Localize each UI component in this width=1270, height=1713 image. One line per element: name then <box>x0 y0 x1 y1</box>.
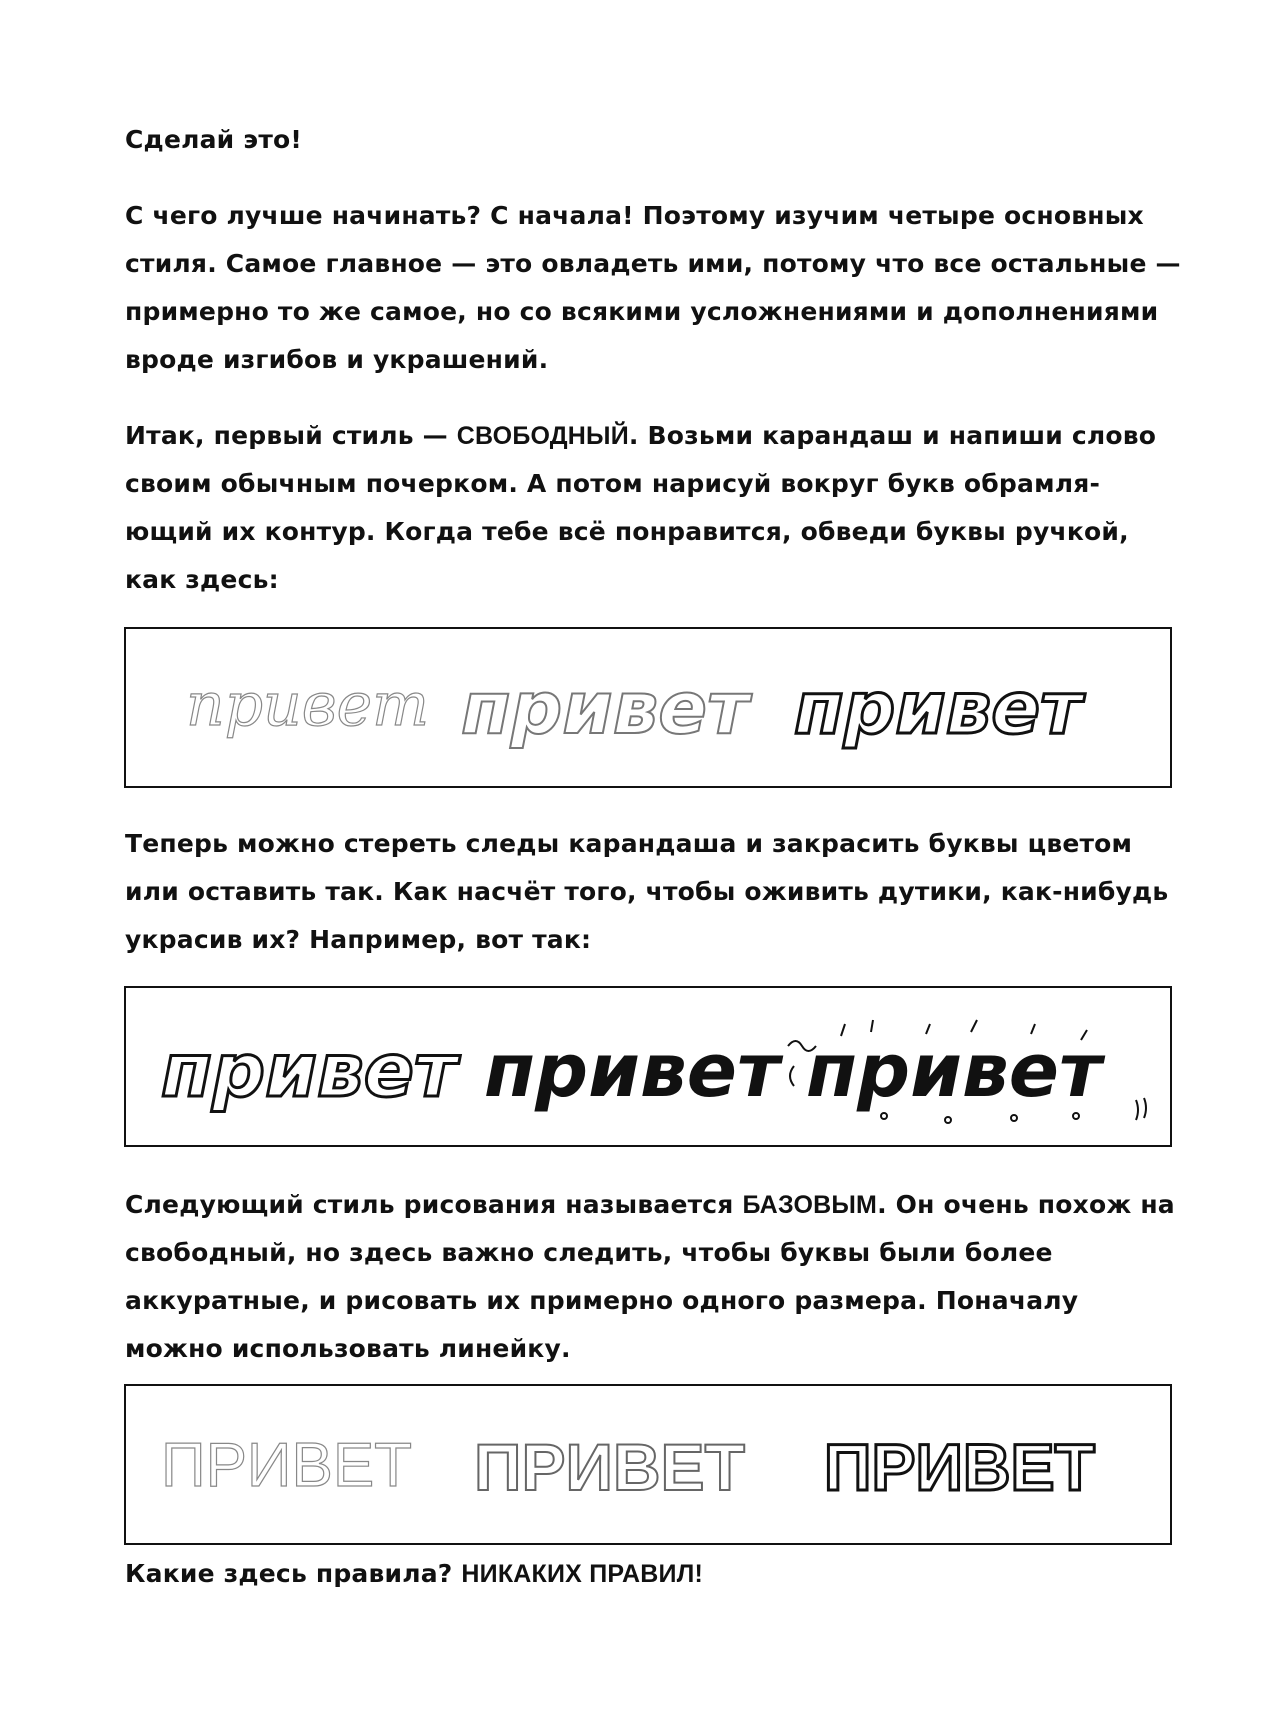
example-box-free-style <box>124 627 1172 788</box>
decorate-text: Теперь можно стереть следы карандаша и закрасить буквы цветом или оставить так. Как насчёт того, чтобы оживить дутики, как-нибудь украсив их? Например, вот так: <box>125 829 1169 954</box>
example-1-outline-word: привет <box>461 666 749 750</box>
intro-text: С чего лучше начинать? С начала! Поэтому изучим четыре основных стиля. Самое главное — это овладеть ими, потому что все остальные — примерно то же самое, но со всякими усложнениями и дополнениями вроде изгибов и украшений. <box>125 201 1181 374</box>
intro-paragraph <box>125 192 1185 384</box>
basic-style-paragraph <box>125 1181 1185 1373</box>
heading-text: Сделай это! <box>125 125 302 154</box>
rules-question: Какие здесь правила? <box>125 1559 462 1588</box>
example-1-inked-word: привет <box>794 666 1082 750</box>
basic-style-before: Следующий стиль рисования называется <box>125 1190 743 1219</box>
basic-style-name: БАЗОВЫМ <box>742 1191 878 1219</box>
section-heading <box>125 116 1185 164</box>
example-1-lettering <box>126 629 1170 786</box>
basic-style-text <box>125 1181 1185 1373</box>
example-2-lettering <box>126 988 1170 1145</box>
example-3-inked-word: ПРИВЕТ <box>824 1430 1095 1504</box>
free-style-after: . Возьми карандаш и напиши слово своим обычным почерком. А потом нарисуй вокруг букв обрамля-ющий их контур. Когда тебе всё понравится, обведи буквы ручкой, <box>125 421 1157 546</box>
example-3-outline-word: ПРИВЕТ <box>474 1430 745 1504</box>
rules-text <box>125 1550 1185 1598</box>
free-style-text <box>125 412 1185 556</box>
free-style-paragraph <box>125 412 1185 604</box>
free-style-before: Итак, первый стиль — <box>125 421 457 450</box>
free-style-name: СВОБОДНЫЙ <box>456 422 629 450</box>
rules-paragraph <box>125 1550 1185 1598</box>
example-1-pencil-word: привет <box>186 670 430 740</box>
decorate-paragraph <box>125 820 1185 964</box>
rules-answer: НИКАКИХ ПРАВИЛ! <box>461 1560 703 1588</box>
example-3-lettering <box>126 1386 1170 1543</box>
example-box-decorated <box>124 986 1172 1147</box>
example-2-decorated-word: привет <box>806 1028 1102 1114</box>
example-2-outline-word: привет <box>161 1028 457 1114</box>
example-2-filled-word: привет <box>484 1028 780 1114</box>
example-box-basic-style <box>124 1384 1172 1545</box>
basic-style-after: . Он очень похож на свободный, но здесь важно следить, чтобы буквы были более аккуратные, и рисовать их примерно одного размера. Поначалу можно использовать линейку. <box>125 1190 1175 1363</box>
example-3-pencil-word: ПРИВЕТ <box>161 1431 413 1500</box>
free-style-lead: как здесь: <box>125 565 279 594</box>
